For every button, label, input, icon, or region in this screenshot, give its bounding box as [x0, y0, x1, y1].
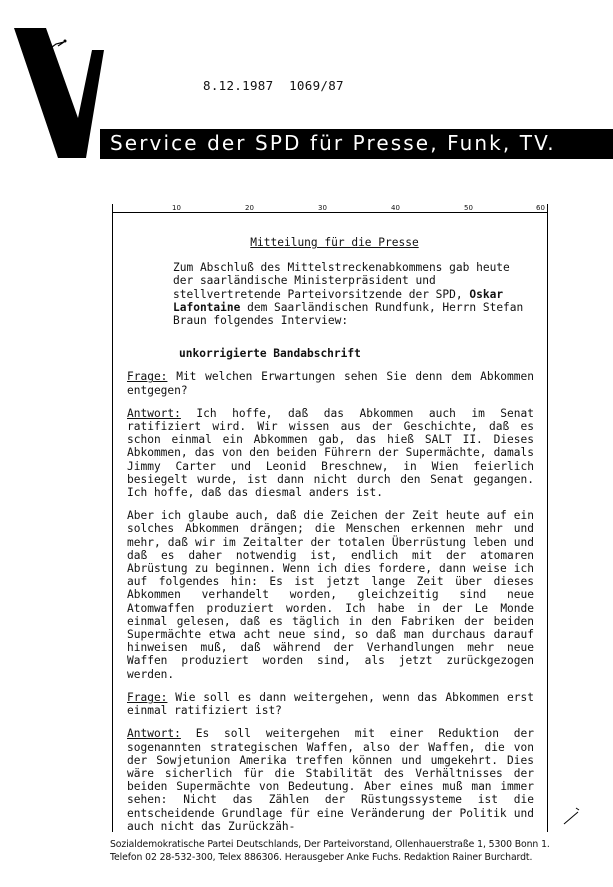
- question-text: Wie soll es dann weitergehen, wenn das Abkommen erst einmal ratifiziert ist?: [127, 690, 534, 718]
- document-number: 1069/87: [289, 78, 344, 93]
- answer-1: [127, 407, 534, 499]
- question-label: Frage:: [127, 370, 168, 384]
- footer: [110, 838, 550, 864]
- question-text: Mit welchen Erwartungen sehen Sie denn dem Abkommen entgegen?: [127, 370, 534, 397]
- document-body: [127, 236, 534, 843]
- footer-address: Sozialdemokratische Partei Deutschlands, Der Parteivorstand, Ollenhauerstraße 1, 5300 Bonn 1.: [110, 839, 550, 850]
- document-date: 8.12.1987: [203, 78, 274, 93]
- document-meta: [203, 78, 344, 93]
- question-label: Frage:: [127, 690, 168, 704]
- intro-paragraph: [173, 261, 534, 327]
- ruler-tick: 20: [245, 204, 254, 212]
- page-title: Mitteilung für die Presse: [250, 236, 419, 249]
- answer-text: Es soll weitergehen mit einer Reduktion der sogenannten strategischen Waffen, also der Waffen, die von der Sowjetunion Amerika treffen können und umgekehrt. Dies wäre sicherlich für die Stabilität des Verhältnisses der beiden Supermächte von Bedeutung. Aber eines muß man immer sehen: Nicht das Zählen der Rüstungssysteme ist die entscheidende Grundlage für eine Veränderung der Politik und auch nicht das Zurückzäh-: [127, 727, 534, 833]
- ruler-tick: 60: [536, 204, 545, 212]
- pen-mark-icon: [46, 38, 70, 54]
- section-subheading: unkorrigierte Bandabschrift: [179, 347, 361, 361]
- interviewee-name: Oskar Lafontaine: [173, 287, 504, 314]
- answer-label: Antwort:: [127, 406, 181, 420]
- ruler-tick: 50: [464, 204, 473, 212]
- frame-left-line: [112, 204, 113, 832]
- answer-label: Antwort:: [127, 727, 181, 741]
- question-1: [127, 370, 534, 396]
- answer-2: [127, 727, 534, 833]
- ruler-tick: 40: [391, 204, 400, 212]
- answer-1-continued: Aber ich glaube auch, daß die Zeichen der Zeit heute auf ein solches Abkommen drängen; die Menschen erkennen mehr und mehr, daß wir im Zeitalter der totalen Überrüstung leben und daß es daher notwendig ist, endlich mit der atomaren Abrüstung zu beginnen. Wenn ich dies fordere, dann weise ich auf folgendes hin: Es ist jetzt lange Zeit über dieses Abkommen verhandelt worden, gleichzeitig sind neue Atomwaffen produziert worden. Ich habe in der Le Monde einmal gelesen, daß es täglich in den Fabriken der beiden Supermächte etwa acht neue sind, so daß man durchaus darauf hinweisen muß, daß während der Verhandlungen mehr neue Waffen produziert worden sind, als jetzt zurückgezogen werden.: [127, 509, 534, 681]
- answer-text: Ich hoffe, daß das Abkommen auch im Senat ratifiziert wird. Wir wissen aus der Geschichte, daß es schon einmal ein Abkommen gab, das hieß SALT II. Dieses Abkommen, das von den beiden Führern der Supermächte, damals Jimmy Carter und Leonid Breschnew, in Wien feierlich besiegelt wurde, ist dann nicht durch den Senat gegangen. Ich hoffe, daß das diesmal anders ist.: [127, 406, 534, 500]
- footer-contact: Telefon 02 28-532-300, Telex 886306. Herausgeber Anke Fuchs. Redaktion Rainer Burchardt.: [110, 852, 533, 863]
- corner-mark-icon: [562, 806, 582, 826]
- typewriter-ruler: [112, 202, 548, 214]
- question-2: [127, 691, 534, 717]
- ruler-tick: 10: [172, 204, 181, 212]
- intro-text-end: dem Saarländischen Rundfunk, Herrn Stefan Braun folgendes Interview:: [173, 300, 524, 328]
- intro-text-start: Zum Abschluß des Mittelstreckenabkommens gab heute der saarländische Ministerpräsident und stellvertretende Parteivorsitzende der SPD,: [173, 261, 510, 301]
- ruler-line: [112, 212, 548, 213]
- frame-right-line: [547, 204, 548, 832]
- banner-title: Service der SPD für Presse, Funk, TV.: [110, 131, 556, 155]
- ruler-tick: 30: [318, 204, 327, 212]
